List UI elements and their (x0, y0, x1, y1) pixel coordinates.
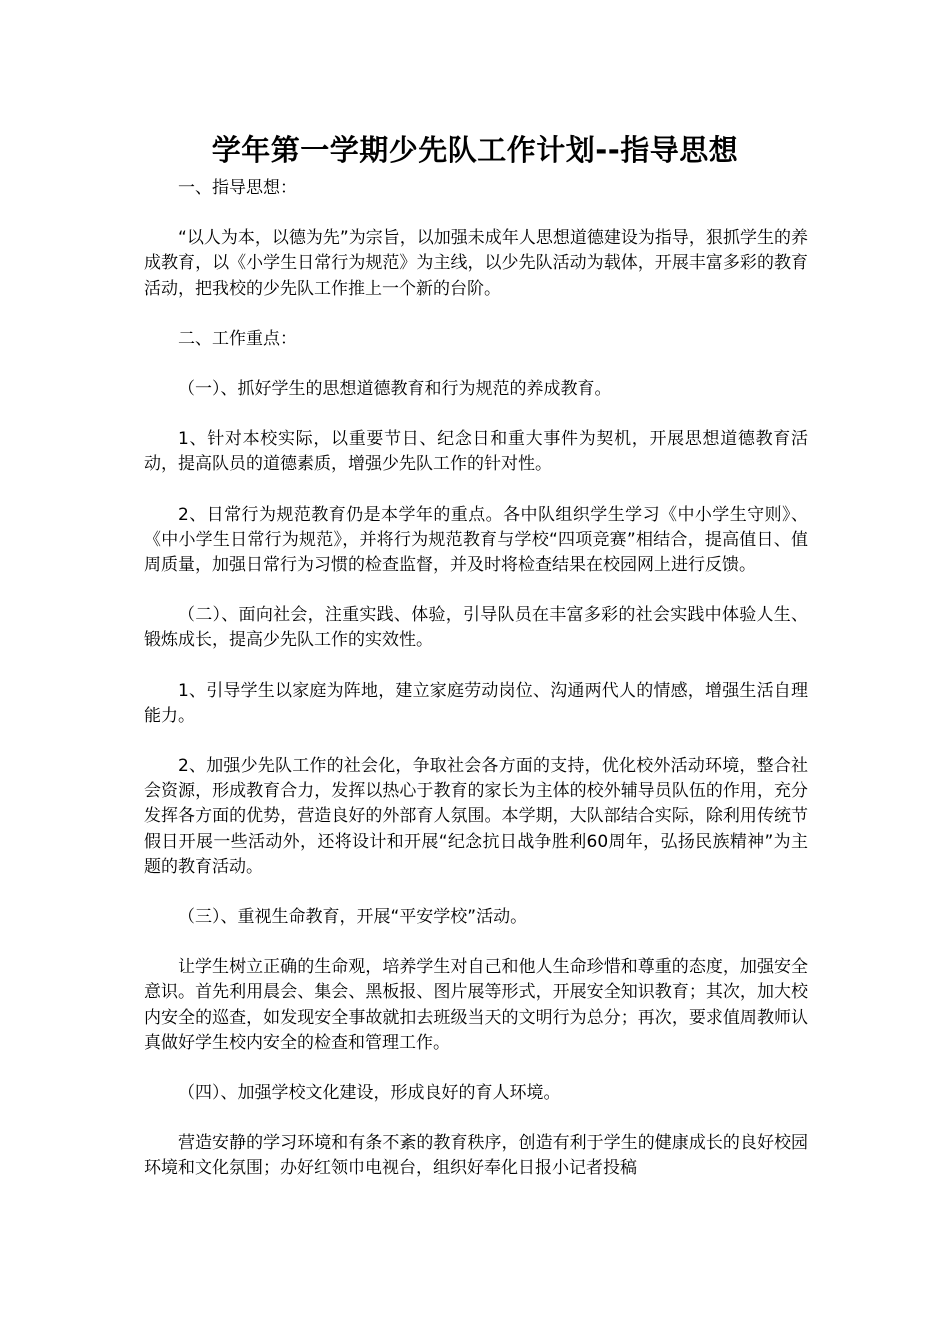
paragraph: 2、日常行为规范教育仍是本学年的重点。各中队组织学生学习《中小学生守则》、《中小学生日常行为规范》，并将行为规范教育与学校“四项竞赛”相结合，提高值日、值周质量，加强日常行为习惯的检查监督，并及时将检查结果在校园网上进行反馈。 (144, 504, 808, 576)
section-heading-guiding-ideology: 一、指导思想： (178, 178, 297, 198)
subheading: （三）、重视生命教育，开展“平安学校”活动。 (178, 907, 528, 928)
subheading: （一）、抓好学生的思想道德教育和行为规范的养成教育。 (178, 379, 612, 400)
document-title: 学年第一学期少先队工作计划--指导思想 (211, 133, 739, 167)
subheading: （二）、面向社会，注重实践、体验，引导队员在丰富多彩的社会实践中体验人生、锻炼成长，提高少先队工作的实效性。 (144, 605, 808, 651)
section-heading-work-focus: 二、工作重点： (178, 328, 297, 349)
paragraph: 2、加强少先队工作的社会化，争取社会各方面的支持，优化校外活动环境，整合社会资源，形成教育合力，发挥以热心于教育的家长为主体的校外辅导员队伍的作用，充分发挥各方面的优势，营造良好的外部育人氛围。本学期，大队部结合实际，除利用传统节假日开展一些活动外，还将设计和开展“纪念抗日战争胜利60周年，弘扬民族精神”为主题的教育活动。 (144, 756, 808, 877)
document-body (144, 176, 808, 1207)
subheading: （四）、加强学校文化建设，形成良好的育人环境。 (178, 1083, 561, 1104)
paragraph: 1、引导学生以家庭为阵地，建立家庭劳动岗位、沟通两代人的情感，增强生活自理能力。 (144, 680, 808, 726)
paragraph: “以人为本，以德为先”为宗旨，以加强未成年人思想道德建设为指导，狠抓学生的养成教育，以《小学生日常行为规范》为主线，以少先队活动为载体，开展丰富多彩的教育活动，把我校的少先队工作推上一个新的台阶。 (144, 228, 808, 299)
paragraph: 让学生树立正确的生命观，培养学生对自己和他人生命珍惜和尊重的态度，加强安全意识。首先利用晨会、集会、黑板报、图片展等形式，开展安全知识教育；其次，加大校内安全的巡查，如发现安全事故就扣去班级当天的文明行为总分；再次，要求值周教师认真做好学生校内安全的检查和管理工作。 (144, 957, 808, 1053)
paragraph: 营造安静的学习环境和有条不紊的教育秩序，创造有利于学生的健康成长的良好校园环境和文化氛围；办好红领巾电视台，组织好奉化日报小记者投稿 (144, 1133, 808, 1179)
paragraph: 1、针对本校实际，以重要节日、纪念日和重大事件为契机，开展思想道德教育活动，提高队员的道德素质，增强少先队工作的针对性。 (144, 429, 808, 475)
